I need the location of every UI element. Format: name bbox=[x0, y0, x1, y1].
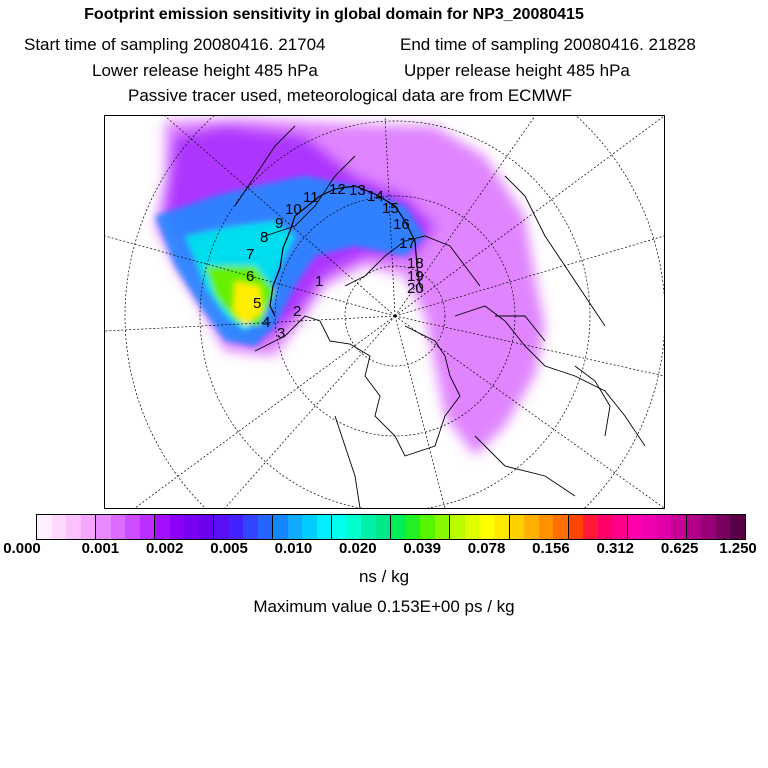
colorbar-swatch bbox=[435, 515, 451, 539]
colorbar-swatch bbox=[332, 515, 347, 539]
colorbar-swatch bbox=[420, 515, 435, 539]
colorbar-swatch bbox=[406, 515, 421, 539]
colorbar-tick-label: 0.010 bbox=[274, 540, 313, 557]
colorbar-tick-label: 1.250 bbox=[719, 540, 757, 557]
traj-point-19: 19 bbox=[407, 268, 424, 285]
colorbar-swatch bbox=[716, 515, 731, 539]
colorbar-swatch bbox=[125, 515, 140, 539]
traj-point-1: 1 bbox=[315, 273, 324, 290]
colorbar-swatch bbox=[140, 515, 156, 539]
colorbar-swatch bbox=[111, 515, 126, 539]
colorbar bbox=[36, 514, 746, 540]
colorbar-swatch bbox=[612, 515, 628, 539]
colorbar-swatch bbox=[288, 515, 303, 539]
colorbar-swatch bbox=[361, 515, 376, 539]
colorbar-swatch bbox=[494, 515, 510, 539]
colorbar-tick-label: 0.039 bbox=[403, 540, 441, 557]
colorbar-swatch bbox=[214, 515, 229, 539]
maximum-value: Maximum value 0.153E+00 ps / kg bbox=[253, 597, 515, 616]
colorbar-swatch bbox=[155, 515, 170, 539]
traj-point-18: 18 bbox=[407, 255, 424, 272]
colorbar-tick-label: 0.625 bbox=[660, 540, 699, 557]
colorbar-tick-label: 0.005 bbox=[210, 540, 248, 557]
colorbar-swatch bbox=[317, 515, 333, 539]
tracer-info: Passive tracer used, meteorological data are from ECMWF bbox=[128, 86, 573, 105]
colorbar-swatch bbox=[642, 515, 657, 539]
upper-release-height: Upper release height 485 hPa bbox=[404, 61, 630, 80]
colorbar-tick-label: 0.312 bbox=[596, 540, 635, 557]
colorbar-swatch bbox=[687, 515, 702, 539]
traj-point-10: 10 bbox=[285, 201, 302, 218]
traj-point-3: 3 bbox=[277, 325, 286, 342]
colorbar-tick-label: 0.001 bbox=[81, 540, 120, 557]
lower-release-height: Lower release height 485 hPa bbox=[92, 61, 318, 80]
colorbar-swatch bbox=[243, 515, 258, 539]
colorbar-swatch bbox=[170, 515, 185, 539]
colorbar-swatch bbox=[81, 515, 97, 539]
traj-point-6: 6 bbox=[246, 268, 255, 285]
traj-point-20: 20 bbox=[407, 280, 424, 297]
traj-point-9: 9 bbox=[275, 215, 284, 232]
traj-point-7: 7 bbox=[246, 246, 255, 263]
colorbar-units: ns / kg bbox=[358, 567, 410, 586]
colorbar-swatch bbox=[583, 515, 598, 539]
colorbar-swatch bbox=[671, 515, 687, 539]
colorbar-swatch bbox=[96, 515, 111, 539]
colorbar-tick-label: 0.002 bbox=[145, 540, 184, 557]
colorbar-swatch bbox=[52, 515, 67, 539]
map-title: Footprint emission sensitivity in global domain for NP3_20080415 bbox=[84, 6, 584, 23]
end-time: End time of sampling 20080416. 21828 bbox=[400, 35, 696, 54]
colorbar-swatch bbox=[273, 515, 288, 539]
colorbar-swatch bbox=[701, 515, 716, 539]
colorbar-swatch bbox=[539, 515, 554, 539]
traj-point-8: 8 bbox=[260, 229, 269, 246]
colorbar-swatch bbox=[37, 515, 52, 539]
colorbar-swatch bbox=[465, 515, 480, 539]
colorbar-tick-label: 0.156 bbox=[532, 540, 570, 557]
colorbar-swatch bbox=[598, 515, 613, 539]
colorbar-swatch bbox=[569, 515, 584, 539]
traj-point-11: 11 bbox=[303, 189, 319, 206]
traj-point-15: 15 bbox=[382, 200, 399, 217]
colorbar-tick-label: 0.078 bbox=[467, 540, 506, 557]
traj-point-4: 4 bbox=[262, 314, 271, 331]
traj-point-17: 17 bbox=[399, 235, 416, 252]
colorbar-swatch bbox=[628, 515, 643, 539]
colorbar-tick-label: 0.020 bbox=[339, 540, 377, 557]
colorbar-swatch bbox=[524, 515, 539, 539]
colorbar-swatch bbox=[391, 515, 406, 539]
colorbar-tick-label: 0.000 bbox=[3, 540, 41, 557]
traj-point-16: 16 bbox=[393, 216, 410, 233]
footprint-map bbox=[104, 115, 665, 509]
colorbar-swatch bbox=[730, 515, 745, 539]
colorbar-swatch bbox=[450, 515, 465, 539]
traj-point-14: 14 bbox=[367, 188, 384, 205]
colorbar-swatch bbox=[347, 515, 362, 539]
start-time: Start time of sampling 20080416. 21704 bbox=[24, 35, 326, 54]
colorbar-swatch bbox=[258, 515, 274, 539]
colorbar-swatch bbox=[229, 515, 244, 539]
colorbar-swatch bbox=[657, 515, 672, 539]
colorbar-swatch bbox=[302, 515, 317, 539]
colorbar-swatch bbox=[479, 515, 494, 539]
colorbar-swatch bbox=[66, 515, 81, 539]
traj-point-13: 13 bbox=[349, 182, 366, 199]
colorbar-swatch bbox=[510, 515, 525, 539]
map-svg bbox=[105, 116, 664, 508]
traj-point-5: 5 bbox=[253, 295, 262, 312]
traj-point-12: 12 bbox=[329, 181, 346, 198]
colorbar-swatch bbox=[199, 515, 215, 539]
traj-point-2: 2 bbox=[293, 303, 302, 320]
colorbar-swatch bbox=[553, 515, 569, 539]
colorbar-swatch bbox=[184, 515, 199, 539]
colorbar-swatch bbox=[376, 515, 392, 539]
